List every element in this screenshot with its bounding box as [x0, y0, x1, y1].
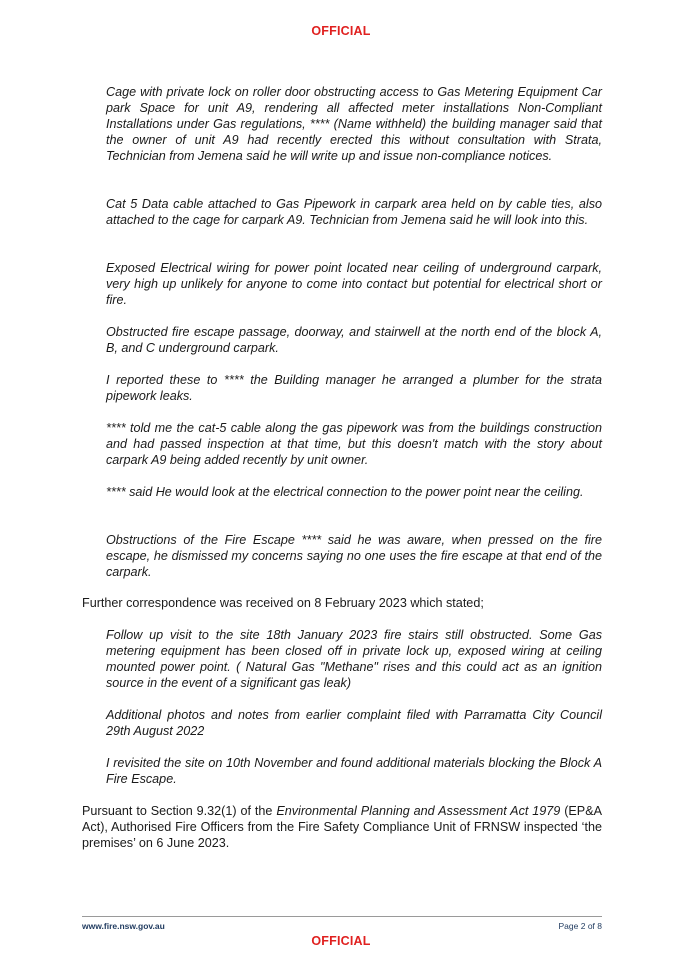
complaint-quote-obstructions: Obstructions of the Fire Escape **** said he was aware, when pressed on the fire escape, he dismissed my concerns saying no one uses the fire escape at that end of the carpark.: [106, 533, 602, 580]
classification-footer: OFFICIAL: [311, 934, 371, 948]
pursuant-text-before: Pursuant to Section 9.32(1) of the: [82, 804, 277, 818]
classification-header: OFFICIAL: [311, 24, 371, 38]
act-title: Environmental Planning and Assessment Act 1979: [276, 804, 561, 818]
complaint-quote-fire-escape: Obstructed fire escape passage, doorway, and stairwell at the north end of the block A, B, and C underground carpark.: [106, 325, 602, 356]
followup-quote-photos: Additional photos and notes from earlier complaint filed with Parramatta City Council 29th August 2022: [106, 708, 602, 739]
footer-website-link[interactable]: www.fire.nsw.gov.au: [82, 921, 165, 931]
complaint-quote-cage: Cage with private lock on roller door obstructing access to Gas Metering Equipment Car park Space for unit A9, rendering all affected meter installations Non-Compliant Installations under Gas regulations, **** (Name withheld) the building manager said that the owner of unit A9 had recently erected this without consultation with Strata, Technician from Jemena said he will write up and issue non-compliance notices.: [106, 85, 602, 164]
footer-divider: [82, 916, 602, 917]
pursuant-text-after: (EP&A Act), Authorised Fire Officers from the Fire Safety Compliance Unit of FRNSW inspected ‘the premises’ on 6 June 2023.: [82, 804, 603, 851]
complaint-quote-reported: I reported these to **** the Building manager he arranged a plumber for the strata pipework leaks.: [106, 373, 602, 404]
footer-page-number: Page 2 of 8: [558, 921, 602, 931]
complaint-quote-power-point: **** said He would look at the electrical connection to the power point near the ceiling.: [106, 485, 584, 499]
pursuant-paragraph: [82, 803, 602, 851]
complaint-quote-data-cable: Cat 5 Data cable attached to Gas Pipework in carpark area held on by cable ties, also attached to the cage for carpark A9. Technician from Jemena said he will look into this.: [106, 197, 602, 228]
correspondence-intro: Further correspondence was received on 8 February 2023 which stated;: [82, 596, 484, 610]
complaint-quote-electrical: Exposed Electrical wiring for power point located near ceiling of underground carpark, very high up unlikely for anyone to come into contact but potential for electrical short or fire.: [106, 261, 602, 308]
followup-quote-visit: Follow up visit to the site 18th January 2023 fire stairs still obstructed. Some Gas metering equipment has been closed off in private lock up, exposed wiring at ceiling mounted power point. ( Natural Gas "Methane" rises and this could act as an ignition source in the event of a significant gas leak): [106, 628, 602, 691]
followup-quote-revisit: I revisited the site on 10th November and found additional materials blocking the Block A Fire Escape.: [106, 756, 602, 787]
complaint-quote-cat5: **** told me the cat-5 cable along the gas pipework was from the buildings construction and had passed inspection at that time, but this doesn't match with the story about carpark A9 being added recently by unit owner.: [106, 421, 602, 468]
